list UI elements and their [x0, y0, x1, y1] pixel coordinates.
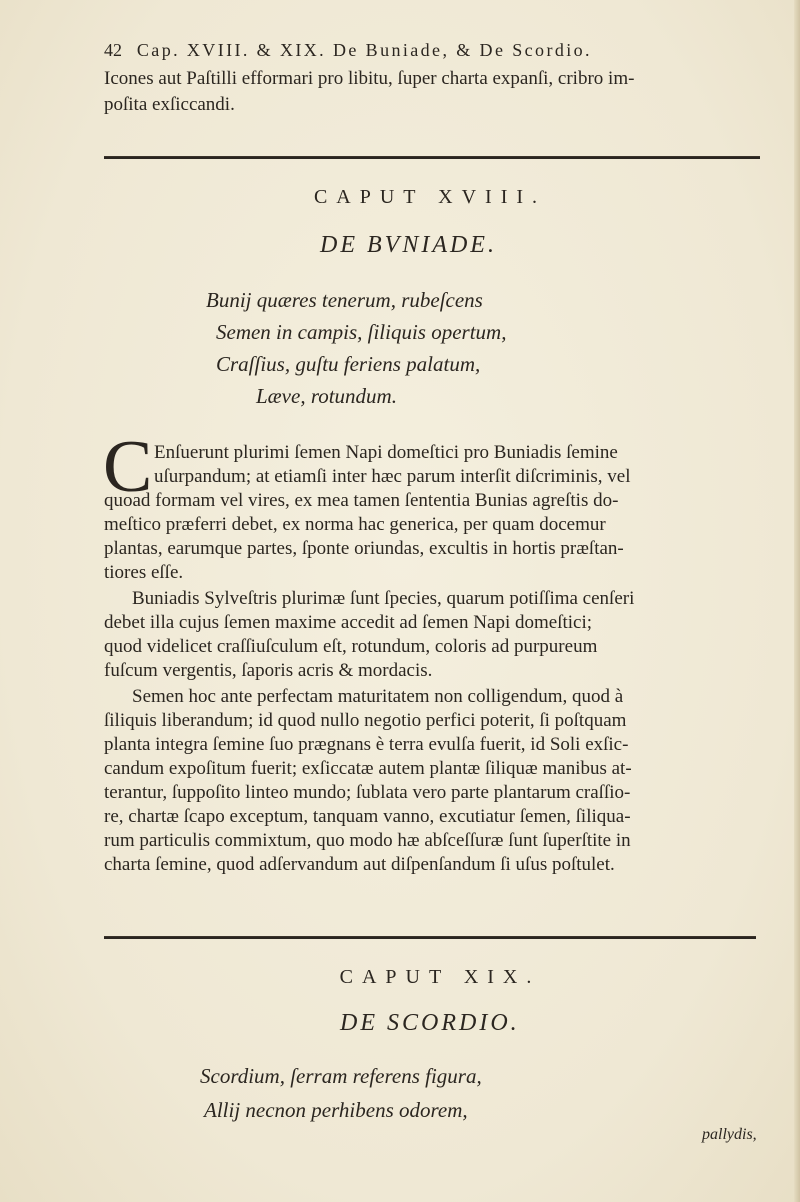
- paragraph-2-line: debet illa cujus ſemen maxime accedit ad ſemen Napi domeſtici;: [104, 612, 593, 633]
- verse-line-1: Bunij quæres tenerum, rubeſcens: [206, 288, 483, 312]
- running-head-text: Cap. XVIII. & XIX. De Buniade, & De Scordio.: [136, 40, 592, 60]
- drop-cap: C: [103, 426, 153, 508]
- intro-line-2: poſita exſiccandi.: [104, 94, 235, 115]
- paragraph-2-line: Buniadis Sylveſtris plurimæ ſunt ſpecies, quarum potiſſima cenſeri: [132, 588, 635, 609]
- chapter-title: DE BVNIADE.: [320, 232, 497, 258]
- paragraph-2-line: fuſcum vergentis, ſaporis acris & mordacis.: [104, 660, 433, 681]
- paragraph-3-line: ſiliquis liberandum; id quod nullo negotio perfici poterit, ſi poſtquam: [104, 710, 627, 731]
- paragraph-3-line: re, chartæ ſcapo exceptum, tanquam vanno, excutiatur ſemen, ſiliqua-: [104, 806, 631, 827]
- paragraph-3-line: planta integra ſemine ſuo prægnans è terra evulſa fuerit, id Soli exſic-: [104, 734, 629, 755]
- divider-rule-middle: [104, 936, 756, 939]
- paragraph-2-line: quod videlicet craſſiuſculum eſt, rotundum, coloris ad purpureum: [104, 636, 598, 657]
- chapter-heading: CAPUT XVIII.: [313, 186, 547, 208]
- page-number: 42: [104, 40, 122, 60]
- paragraph-1-line: Enſuerunt plurimi ſemen Napi domeſtici pro Buniadis ſemine: [154, 442, 618, 463]
- intro-line-1: Icones aut Paſtilli efformari pro libitu, ſuper charta expanſi, cribro im-: [104, 68, 635, 89]
- catchword: pallydis,: [702, 1126, 757, 1143]
- paragraph-1-line: plantas, earumque partes, ſponte oriundas, excultis in hortis præſtan-: [104, 538, 624, 559]
- verse-line-4: Læve, rotundum.: [256, 384, 397, 408]
- paragraph-1-line: meſtico præferri debet, ex norma hac generica, per quam docemur: [104, 514, 606, 535]
- paragraph-1-line: quoad formam vel vires, ex mea tamen ſententia Bunias agreſtis do-: [104, 490, 619, 511]
- paragraph-3-line: candum expoſitum fuerit; exſiccatæ autem plantæ ſiliquæ manibus at-: [104, 758, 632, 779]
- verse-line-1: Scordium, ſerram referens figura,: [200, 1064, 482, 1088]
- paragraph-3-line: Semen hoc ante perfectam maturitatem non colligendum, quod à: [132, 686, 624, 707]
- running-head: [104, 40, 592, 61]
- verse-line-2: Allij necnon perhibens odorem,: [204, 1098, 468, 1122]
- paragraph-3-line: rum particulis commixtum, quo modo hæ abſceſſuræ ſunt ſuperſtite in: [104, 830, 631, 851]
- verse-line-3: Craſſius, guſtu feriens palatum,: [216, 352, 481, 376]
- paragraph-3-line: terantur, ſuppoſito linteo mundo; ſublata vero parte plantarum craſſio-: [104, 782, 631, 803]
- paragraph-3-line: charta ſemine, quod adſervandum aut diſpenſandum ſi uſus poſtulet.: [104, 854, 615, 875]
- chapter-heading: CAPUT XIX.: [339, 966, 541, 988]
- paragraph-1-line: uſurpandum; at etiamſi inter hæc parum interſit diſcriminis, vel: [154, 466, 631, 487]
- paragraph-1-line: tiores eſſe.: [104, 562, 184, 583]
- verse-line-2: Semen in campis, ſiliquis opertum,: [216, 320, 507, 344]
- divider-rule-top: [104, 156, 760, 159]
- chapter-title: DE SCORDIO.: [340, 1010, 520, 1036]
- page-edge: [794, 0, 800, 1202]
